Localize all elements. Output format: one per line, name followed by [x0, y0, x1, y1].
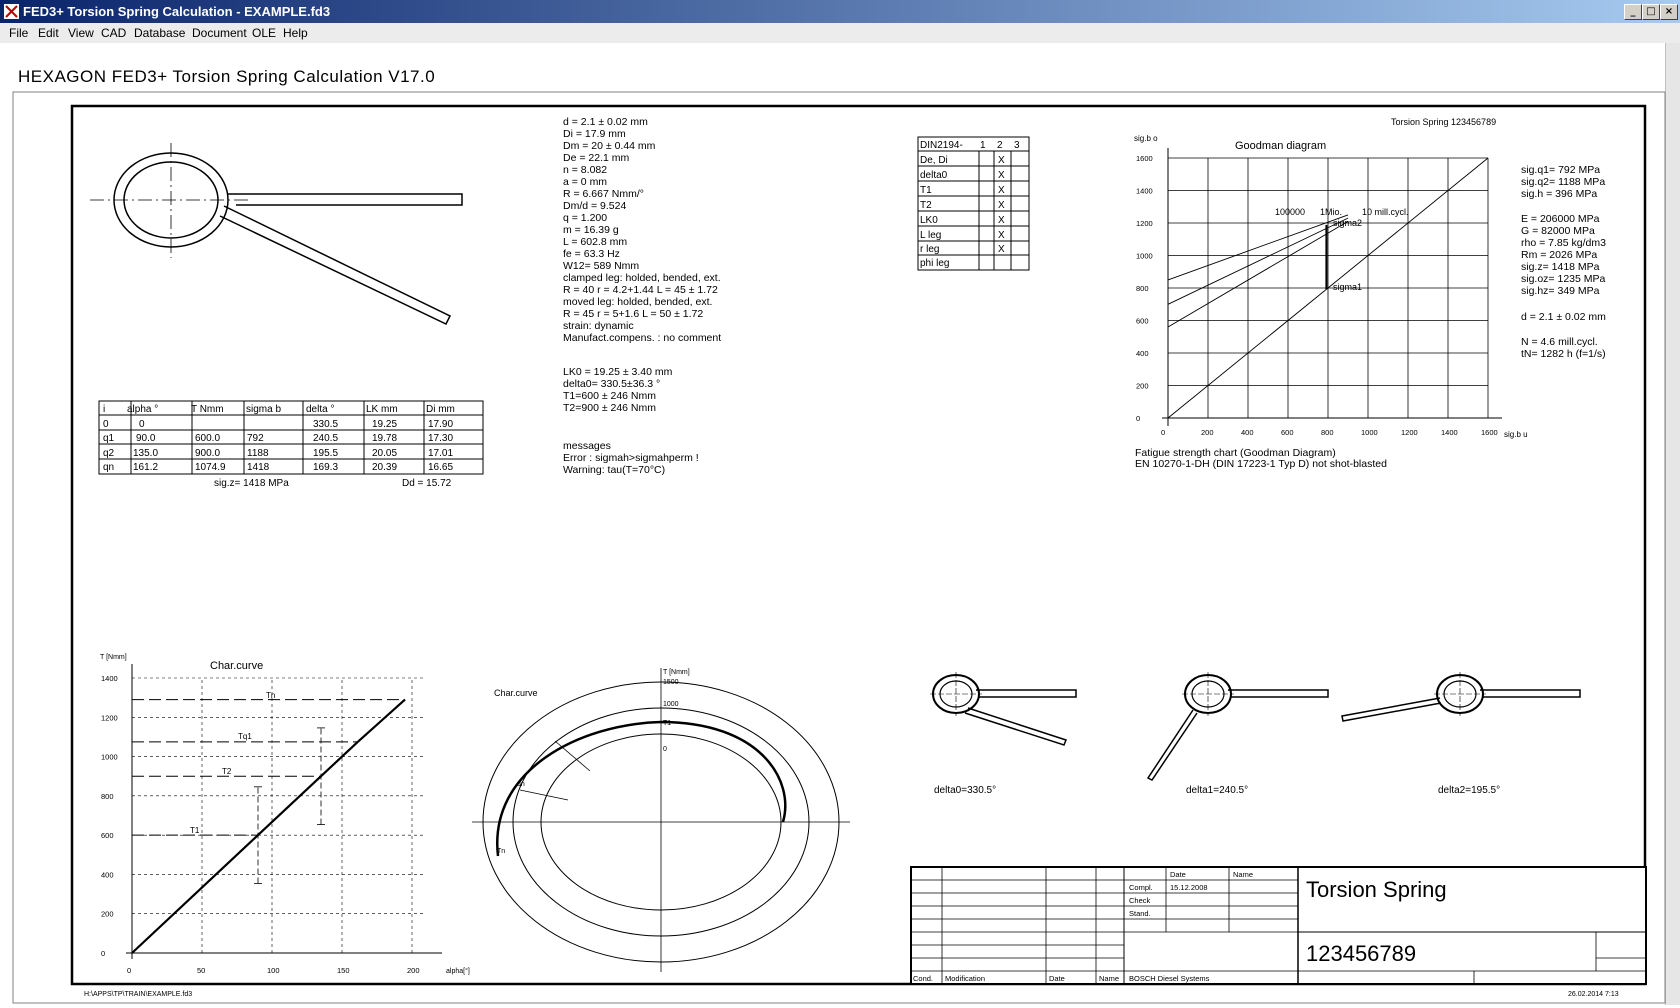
goodman-title: Goodman diagram — [1235, 140, 1327, 152]
menu-document[interactable]: Document — [192, 26, 247, 40]
title-block-col: Date — [1170, 870, 1186, 879]
footer-date: 26.02.2014 7:13 — [1568, 991, 1619, 998]
load-table-cell: 17.01 — [428, 448, 454, 459]
param-line: Manufact.compens. : no comment — [563, 332, 722, 344]
load-table-cell: 19.78 — [372, 433, 398, 444]
load-table-cell: 0 — [103, 419, 109, 430]
goodman-series-line — [1168, 218, 1348, 304]
param-line: a = 0 mm — [563, 176, 608, 188]
param-line: fe = 63.3 Hz — [563, 248, 620, 260]
goodman-side-value: Rm = 2026 MPa — [1521, 249, 1598, 261]
char-curve-xlabel: alpha[°] — [446, 968, 470, 975]
menu-edit[interactable]: Edit — [38, 26, 59, 40]
din-row-label: r leg — [920, 244, 940, 255]
maximize-button[interactable]: □ — [1642, 4, 1660, 20]
warning-message: Warning: tau(T=70°C) — [563, 464, 666, 476]
goodman-label-sigma1: sigma1 — [1333, 282, 1363, 292]
tolerance-line: LK0 = 19.25 ± 3.40 mm — [563, 366, 673, 378]
tolerance-line: T2=900 ± 246 Nmm — [563, 402, 657, 414]
char-curve-y-tick: 600 — [101, 831, 114, 841]
char-curve-marker: Tn — [266, 691, 276, 700]
goodman-x-tick: 200 — [1201, 428, 1214, 437]
din-row-label: phi leg — [920, 258, 950, 269]
param-line: Dm/d = 9.524 — [563, 200, 627, 212]
char-curve-marker: T2 — [222, 767, 232, 776]
goodman-y-tick: 1600 — [1136, 154, 1153, 163]
load-table-footer: Dd = 15.72 — [402, 478, 452, 489]
menu-ole[interactable]: OLE — [252, 26, 277, 40]
load-table-cell: 1188 — [247, 448, 269, 459]
char-curve-line — [132, 700, 405, 953]
goodman-side-value: N = 4.6 mill.cycl. — [1521, 336, 1598, 348]
din-check: X — [998, 230, 1005, 241]
goodman-header: Torsion Spring 123456789 — [1391, 117, 1497, 127]
title-block-row: Compl. — [1129, 883, 1153, 892]
load-table-cell: 19.25 — [372, 419, 398, 430]
char-curve-y-tick: 1400 — [101, 674, 118, 683]
char-curve-y-tick: 200 — [101, 909, 114, 919]
title-block-col: Name — [1233, 870, 1254, 879]
polar-marker: T1 — [663, 720, 672, 727]
parameter-list — [563, 116, 721, 476]
load-table-cell: 135.0 — [133, 448, 159, 459]
char-curve-y-tick: 400 — [101, 870, 114, 880]
polar-char-curve — [472, 668, 850, 972]
char-curve-x-tick: 50 — [197, 966, 206, 975]
menu-view[interactable]: View — [68, 26, 94, 40]
title-block-row: Check — [1129, 896, 1151, 905]
goodman-side-value: sig.q1= 792 MPa — [1521, 164, 1601, 176]
title-block — [911, 867, 1646, 984]
footer-path: H:\APPS\TP\TRAIN\EXAMPLE.fd3 — [84, 991, 193, 998]
menu-help[interactable]: Help — [283, 26, 308, 40]
goodman-side-value: sig.hz= 349 MPa — [1521, 285, 1600, 297]
param-line: Di = 17.9 mm — [563, 128, 626, 140]
title-block-bottom: Name — [1099, 974, 1120, 983]
goodman-x-tick: 1400 — [1441, 428, 1458, 437]
din-header: 2 — [997, 140, 1003, 151]
load-table-cell: 17.90 — [428, 419, 454, 430]
goodman-side-value: rho = 7.85 kg/dm3 — [1521, 237, 1606, 249]
load-table-cell: q2 — [103, 448, 115, 459]
goodman-xlabel: sig.b u — [1504, 430, 1528, 439]
menu-database[interactable]: Database — [134, 26, 186, 40]
load-table-header: T Nmm — [191, 404, 224, 415]
param-line: R = 40 r = 4.2+1.44 L = 45 ± 1.72 — [563, 284, 718, 296]
char-curve-y-tick: 1200 — [101, 713, 118, 723]
title-block-bottom: Cond. — [913, 974, 934, 983]
load-table-footer: sig.z= 1418 MPa — [214, 478, 289, 489]
din-row-label: De, Di — [920, 155, 948, 166]
param-line: moved leg: holded, bended, ext. — [563, 296, 713, 308]
load-table-cell: 1418 — [247, 462, 270, 473]
messages-heading: messages — [563, 440, 611, 452]
goodman-y-tick: 800 — [1136, 284, 1149, 293]
tolerance-line: delta0= 330.5±36.3 ° — [563, 378, 661, 390]
drawing-number: 123456789 — [1306, 941, 1417, 966]
load-table-cell: 169.3 — [313, 462, 339, 473]
goodman-x-tick: 1000 — [1361, 428, 1378, 437]
din-check: X — [998, 215, 1005, 226]
spring-position-delta2 — [1342, 672, 1580, 796]
goodman-ylabel: sig.b o — [1134, 134, 1158, 143]
param-line: m = 16.39 g — [563, 224, 619, 236]
load-table-header: LK mm — [366, 404, 398, 415]
char-curve-x-tick: 200 — [407, 966, 420, 975]
drawing-title: Torsion Spring — [1306, 877, 1447, 902]
din-check: X — [998, 244, 1005, 255]
error-message: Error : sigmah>sigmahperm ! — [563, 452, 699, 464]
load-table-cell: 330.5 — [313, 419, 339, 430]
goodman-x-tick: 600 — [1281, 428, 1294, 437]
goodman-x-tick: 0 — [1161, 428, 1166, 437]
load-table-cell: qn — [103, 462, 115, 473]
din-row-label: LK0 — [920, 215, 938, 226]
param-line: R = 6.667 Nmm/° — [563, 188, 644, 200]
title-block-row: Stand. — [1129, 909, 1151, 918]
goodman-label-100000: 100000 — [1275, 207, 1306, 217]
title-block-company: BOSCH Diesel Systems — [1129, 974, 1210, 983]
load-table-header: Di mm — [426, 404, 455, 415]
din-check: X — [998, 185, 1005, 196]
title-block-bottom: Modification — [945, 974, 986, 983]
din-check: X — [998, 155, 1005, 166]
close-button[interactable]: × — [1660, 4, 1678, 20]
position-label: delta0=330.5° — [934, 785, 997, 796]
din-header: 1 — [980, 140, 986, 151]
goodman-label-10mill: 10 mill.cycl. — [1362, 207, 1409, 217]
din-header: 3 — [1014, 140, 1020, 151]
char-curve-y-tick: 1000 — [101, 752, 118, 762]
goodman-y-tick: 200 — [1136, 381, 1149, 391]
position-label: delta1=240.5° — [1186, 785, 1249, 796]
param-line: W12= 589 Nmm — [563, 260, 640, 272]
param-line: De = 22.1 mm — [563, 152, 630, 164]
goodman-caption: EN 10270-1-DH (DIN 17223-1 Typ D) not shot-blasted — [1135, 458, 1387, 470]
goodman-side-value: d = 2.1 ± 0.02 mm — [1521, 311, 1606, 323]
goodman-y-tick: 0 — [1136, 414, 1141, 423]
position-label: delta2=195.5° — [1438, 785, 1501, 796]
load-table-cell: 900.0 — [195, 448, 221, 459]
load-table-cell: 600.0 — [195, 433, 221, 444]
param-line: q = 1.200 — [563, 212, 608, 224]
char-curve-y-tick: 0 — [101, 949, 106, 958]
load-table-cell: 20.05 — [372, 448, 398, 459]
goodman-y-tick: 1200 — [1136, 219, 1153, 228]
goodman-y-tick: 600 — [1136, 316, 1149, 326]
polar-tick: 0 — [663, 746, 667, 753]
char-curve-title: Char.curve — [210, 660, 264, 672]
inner-frame — [72, 106, 1645, 984]
goodman-side-value: sig.q2= 1188 MPa — [1521, 176, 1606, 188]
goodman-caption: Fatigue strength chart (Goodman Diagram) — [1135, 447, 1336, 459]
goodman-series-line — [1168, 221, 1348, 327]
goodman-x-tick: 1200 — [1401, 428, 1418, 437]
load-table — [99, 401, 483, 489]
compl-date: 15.12.2008 — [1170, 883, 1208, 892]
param-line: d = 2.1 ± 0.02 mm — [563, 116, 648, 128]
spring-position-delta1 — [1148, 672, 1328, 796]
load-table-cell: 20.39 — [372, 462, 398, 473]
load-table-cell: 16.65 — [428, 462, 454, 473]
goodman-y-tick: 1400 — [1136, 186, 1153, 196]
goodman-series-line — [1168, 215, 1348, 280]
din-header: DIN2194- — [920, 140, 963, 151]
menu-cad[interactable]: CAD — [101, 26, 127, 40]
goodman-side-value: sig.z= 1418 MPa — [1521, 261, 1600, 273]
characteristic-curve-chart — [100, 654, 470, 975]
window-title: FED3+ Torsion Spring Calculation - EXAMPLE.fd3 — [23, 4, 331, 19]
polar-tick: 1000 — [663, 701, 679, 708]
goodman-y-tick: 1000 — [1136, 251, 1153, 261]
menu-file[interactable]: File — [9, 26, 29, 40]
char-curve-x-tick: 0 — [127, 966, 132, 975]
goodman-side-value: sig.h = 396 MPa — [1521, 188, 1598, 200]
goodman-side-value: sig.oz= 1235 MPa — [1521, 273, 1606, 285]
tolerance-line: T1=600 ± 246 Nmm — [563, 390, 657, 402]
din-check: X — [998, 200, 1005, 211]
goodman-diagram — [1134, 117, 1606, 470]
polar-marker: Tn — [497, 848, 506, 855]
char-curve-y-tick: 800 — [101, 791, 114, 801]
goodman-x-tick: 800 — [1321, 428, 1334, 437]
param-line: strain: dynamic — [563, 320, 634, 332]
load-table-cell: q1 — [103, 433, 115, 444]
din-row-label: T2 — [920, 200, 932, 211]
load-table-cell: 1074.9 — [195, 462, 226, 473]
load-table-cell: 195.5 — [313, 448, 339, 459]
din-row-label: T1 — [920, 185, 932, 196]
load-table-cell: 90.0 — [136, 433, 156, 444]
char-curve-ylabel: T [Nmm] — [100, 654, 127, 661]
goodman-side-value: tN= 1282 h (f=1/s) — [1521, 348, 1606, 360]
load-table-cell: 792 — [247, 433, 264, 444]
title-block-bottom: Date — [1049, 974, 1065, 983]
goodman-x-tick: 1600 — [1481, 428, 1498, 437]
spring-position-delta0 — [930, 672, 1076, 796]
load-table-cell: 17.30 — [428, 433, 454, 444]
spring-drawing — [90, 143, 462, 324]
minimize-button[interactable]: _ — [1624, 4, 1642, 20]
goodman-y-tick: 400 — [1136, 349, 1149, 358]
goodman-label-1mio: 1Mio. — [1320, 207, 1343, 217]
param-line: R = 45 r = 5+1.6 L = 50 ± 1.72 — [563, 308, 704, 320]
polar-axis-label: T [Nmm] — [663, 669, 690, 676]
page-title: HEXAGON FED3+ Torsion Spring Calculation V17.0 — [18, 67, 436, 86]
char-curve-x-tick: 100 — [267, 966, 280, 975]
load-table-cell: 0 — [139, 419, 145, 430]
goodman-x-tick: 400 — [1241, 428, 1254, 437]
param-line: clamped leg: holded, bended, ext. — [563, 272, 721, 284]
polar-tick: 1500 — [663, 679, 679, 686]
load-table-header: delta ° — [306, 404, 335, 415]
char-curve-marker: T1 — [190, 826, 200, 835]
param-line: Dm = 20 ± 0.44 mm — [563, 140, 656, 152]
load-table-header: sigma b — [246, 404, 282, 415]
goodman-side-value: G = 82000 MPa — [1521, 225, 1595, 237]
polar-marker: qn — [517, 781, 525, 788]
param-line: n = 8.082 — [563, 164, 608, 176]
din-row-label: L leg — [920, 230, 942, 241]
load-table-cell: 161.2 — [133, 462, 159, 473]
goodman-label-sigma2: sigma2 — [1333, 218, 1363, 228]
char-curve-x-tick: 150 — [337, 966, 350, 975]
goodman-side-value: E = 206000 MPa — [1521, 213, 1600, 225]
load-table-header: alpha ° — [127, 404, 159, 415]
din-row-label: delta0 — [920, 170, 948, 181]
char-curve-marker: Tq1 — [238, 732, 252, 741]
polar-title: Char.curve — [494, 688, 538, 698]
param-line: L = 602.8 mm — [563, 236, 628, 248]
load-table-header: i — [103, 404, 106, 415]
din-check: X — [998, 170, 1005, 181]
load-table-cell: 240.5 — [313, 433, 339, 444]
din-table — [918, 137, 1029, 270]
